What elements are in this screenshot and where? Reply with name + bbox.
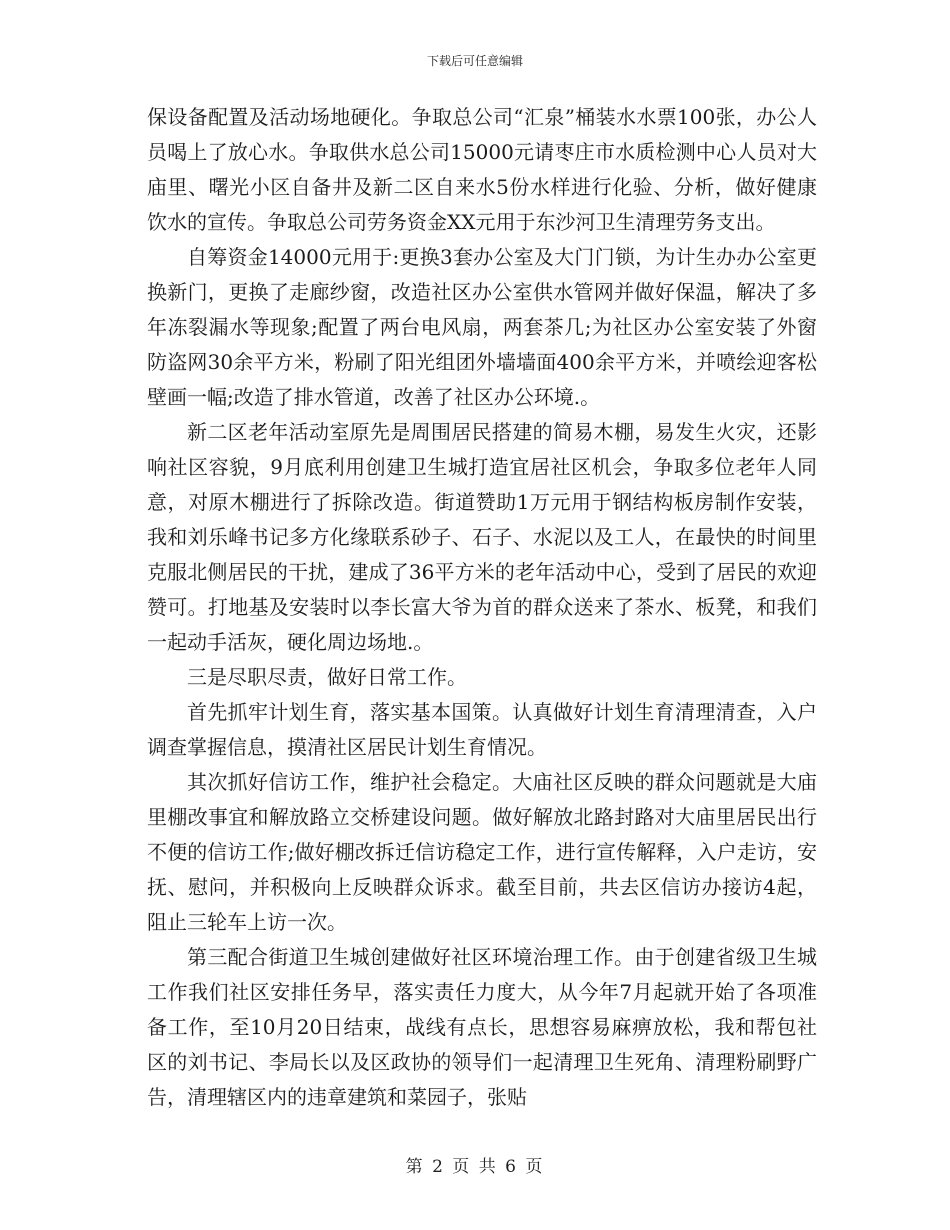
paragraph-3: 新二区老年活动室原先是周围居民搭建的简易木棚，易发生火灾，还影响社区容貌，9月底利用创建卫生城打造宜居社区机会，争取多位老年人同意，对原木棚进行了拆除改造。街道赞助1万元用于钢结构板房制作安装，我和刘乐峰书记多方化缘联系砂子、石子、水泥以及工人，在最快的时间里克服北侧居民的干扰，建成了36平方米的老年活动中心，受到了居民的欢迎赞可。打地基及安装时以李长富大爷为首的群众送来了茶水、板凳，和我们一起动手活灰，硬化周边场地.。 <box>147 420 817 654</box>
page-header: 下载后可任意编辑 <box>426 54 523 68</box>
paragraph-7: 第三配合街道卫生城创建做好社区环境治理工作。由于创建省级卫生城工作我们社区安排任务早，落实责任力度大，从今年7月起就开始了各项准备工作，至10月20日结束，战线有点长，思想容易麻痹放松，我和帮包社区的刘书记、李局长以及区政协的领导们一起清理卫生死角、清理粉刷野广告，清理辖区内的违章建筑和菜园子，张贴 <box>147 945 817 1109</box>
paragraph-2: 自筹资金14000元用于:更换3套办公室及大门门锁，为计生办办公室更换新门，更换了走廊纱窗，改造社区办公室供水管网并做好保温，解决了多年冻裂漏水等现象;配置了两台电风扇，两套茶几;为社区办公室安装了外窗防盗网30余平方米，粉刷了阳光组团外墙墙面400余平方米，并喷绘迎客松壁画一幅;改造了排水管道，改善了社区办公环境.。 <box>147 245 817 409</box>
document-body <box>147 100 817 1115</box>
paragraph-6: 其次抓好信访工作，维护社会稳定。大庙社区反映的群众问题就是大庙里棚改事宜和解放路立交桥建设问题。做好解放北路封路对大庙里居民出行不便的信访工作;做好棚改拆迁信访稳定工作，进行宣传解释，入户走访，安抚、慰问，并积极向上反映群众诉求。截至目前，共去区信访办接访4起，阻止三轮车上访一次。 <box>147 770 817 934</box>
paragraph-1: 保设备配置及活动场地硬化。争取总公司“汇泉”桶装水水票100张，办公人员喝上了放心水。争取供水总公司15000元请枣庄市水质检测中心人员对大庙里、曙光小区自备井及新二区自来水5份水样进行化验、分析，做好健康饮水的宣传。争取总公司劳务资金XX元用于东沙河卫生清理劳务支出。 <box>147 105 817 234</box>
paragraph-5: 首先抓牢计划生育，落实基本国策。认真做好计划生育清理清查，入户调查掌握信息，摸清社区居民计划生育情况。 <box>147 700 817 759</box>
page-footer: 第 2 页 共 6 页 <box>405 1157 545 1177</box>
paragraph-4: 三是尽职尽责，做好日常工作。 <box>187 665 467 689</box>
